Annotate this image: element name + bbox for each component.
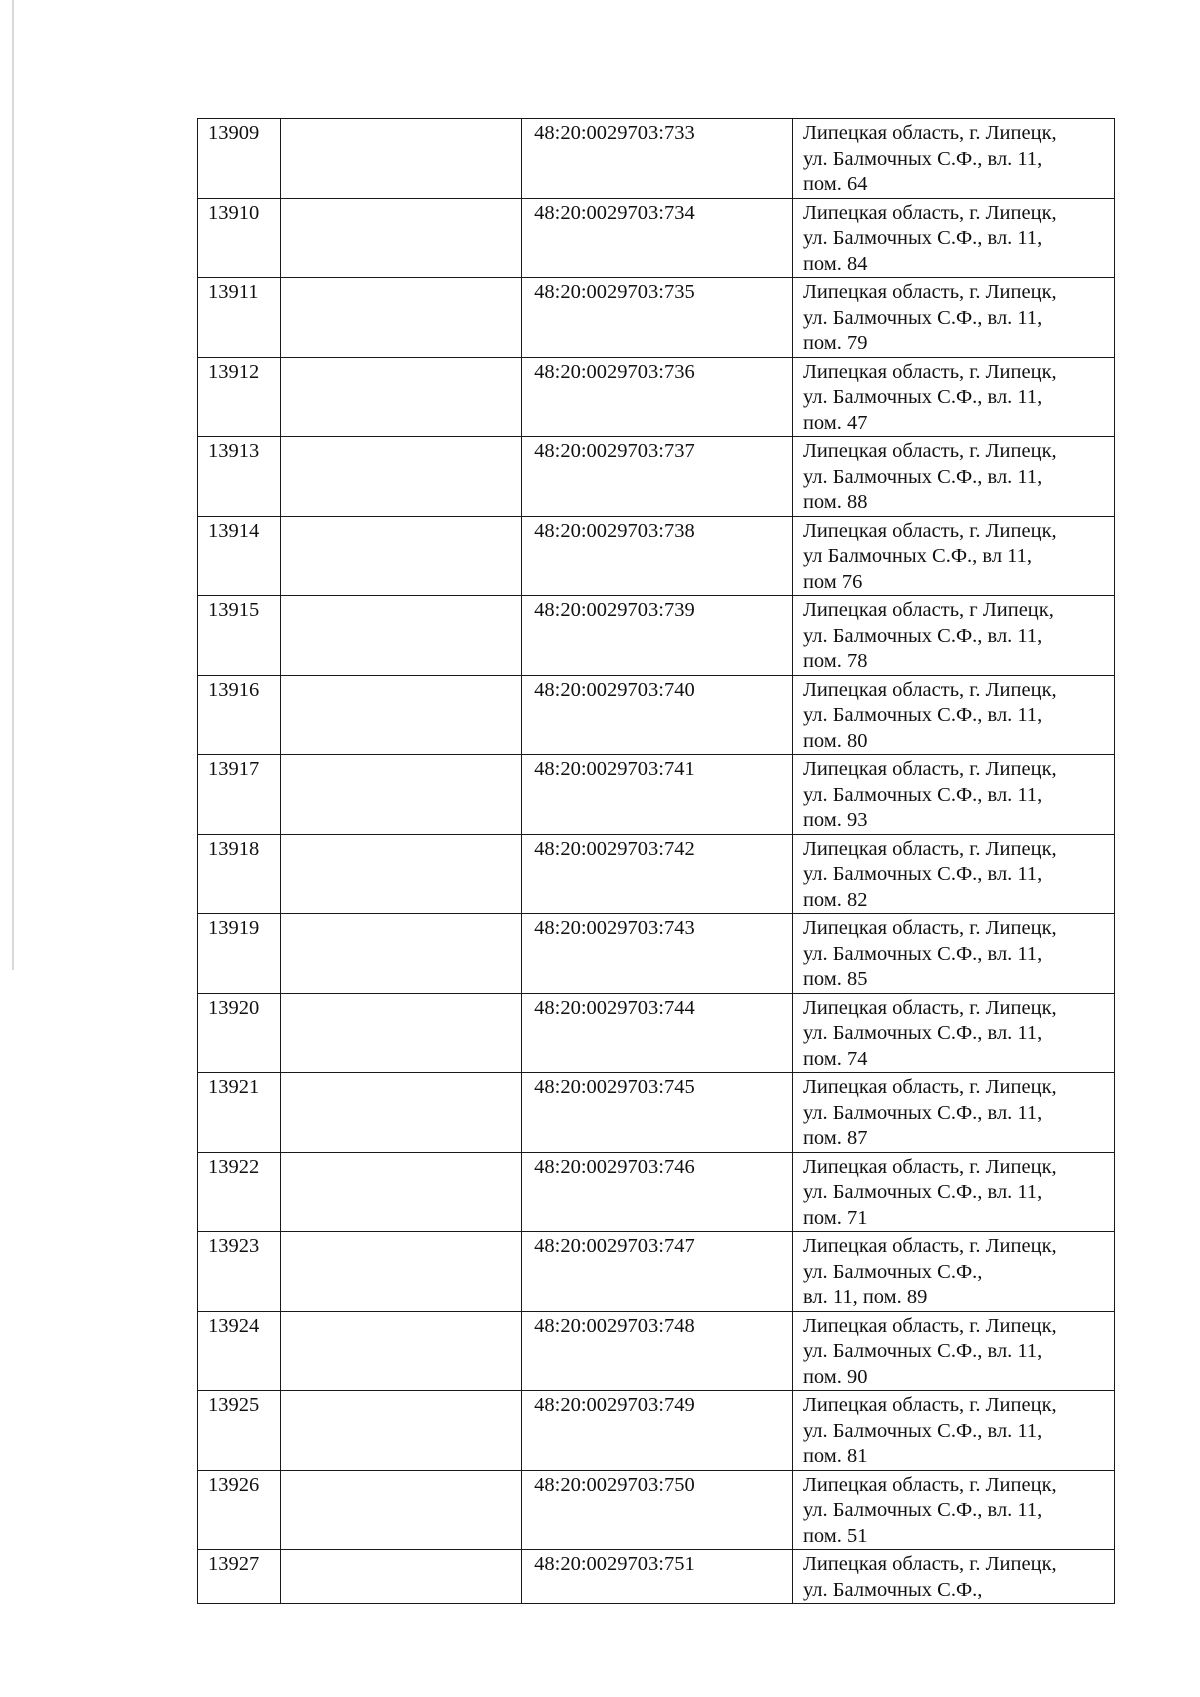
record-number-cell: 13909 xyxy=(198,119,281,199)
address-cell xyxy=(792,357,1114,437)
cadastral-number-cell: 48:20:0029703:751 xyxy=(522,1550,793,1604)
address-cell xyxy=(792,914,1114,994)
registry-table-body xyxy=(198,119,1115,1604)
empty-cell xyxy=(280,914,522,994)
address-cell xyxy=(792,1391,1114,1471)
empty-cell xyxy=(280,516,522,596)
address-line: вл. 11, пом. 89 xyxy=(802,1286,928,1308)
address-line: пом. 85 xyxy=(802,968,868,990)
address-cell xyxy=(792,1550,1114,1604)
table-row xyxy=(198,1232,1115,1312)
record-number-cell: 13913 xyxy=(198,437,281,517)
address-line: пом. 90 xyxy=(802,1365,868,1388)
address-line: ул. Балмочных С.Ф., вл. 11, xyxy=(802,1419,1043,1442)
table-row xyxy=(198,357,1115,437)
record-number-cell: 13918 xyxy=(198,834,281,914)
table-row xyxy=(198,278,1115,358)
empty-cell xyxy=(280,278,522,358)
cadastral-number-cell: 48:20:0029703:735 xyxy=(522,278,793,358)
empty-cell xyxy=(280,1550,522,1604)
address-line: ул. Балмочных С.Ф., вл. 11, xyxy=(802,147,1043,170)
cadastral-number-cell: 48:20:0029703:745 xyxy=(522,1073,793,1153)
address-line: пом. 80 xyxy=(802,729,868,752)
table-row xyxy=(198,516,1115,596)
address-cell xyxy=(792,675,1114,755)
address-line: пом. 47 xyxy=(802,411,868,434)
address-cell xyxy=(792,1152,1114,1232)
table-row xyxy=(198,1550,1115,1604)
cadastral-number-cell: 48:20:0029703:747 xyxy=(522,1232,793,1312)
cadastral-number-cell: 48:20:0029703:741 xyxy=(522,755,793,835)
cadastral-number-cell: 48:20:0029703:737 xyxy=(522,437,793,517)
cadastral-number-cell: 48:20:0029703:748 xyxy=(522,1311,793,1391)
address-line: Липецкая область, г. Липецк, xyxy=(802,519,1057,542)
empty-cell xyxy=(280,993,522,1073)
cadastral-number-cell: 48:20:0029703:740 xyxy=(522,675,793,755)
address-line: ул. Балмочных С.Ф., вл. 11, xyxy=(802,942,1043,965)
address-line: Липецкая область, г. Липецк, xyxy=(802,122,1057,144)
cadastral-number-cell: 48:20:0029703:746 xyxy=(522,1152,793,1232)
cadastral-number-cell: 48:20:0029703:733 xyxy=(522,119,793,199)
record-number-cell: 13926 xyxy=(198,1470,281,1550)
table-row xyxy=(198,198,1115,278)
empty-cell xyxy=(280,1470,522,1550)
empty-cell xyxy=(280,437,522,517)
address-line: пом. 64 xyxy=(802,173,868,195)
address-line: Липецкая область, г. Липецк, xyxy=(802,1553,1057,1575)
address-line: пом. 88 xyxy=(802,491,868,513)
record-number-cell: 13921 xyxy=(198,1073,281,1153)
empty-cell xyxy=(280,198,522,278)
address-line: пом. 74 xyxy=(802,1047,868,1070)
address-cell xyxy=(792,834,1114,914)
address-line: Липецкая область, г. Липецк, xyxy=(802,360,1057,383)
address-line: пом. 51 xyxy=(802,1524,868,1547)
table-row xyxy=(198,437,1115,517)
cadastral-number-cell: 48:20:0029703:739 xyxy=(522,596,793,676)
address-line: ул. Балмочных С.Ф., вл. 11, xyxy=(802,1499,1043,1521)
record-number-cell: 13912 xyxy=(198,357,281,437)
address-line: ул. Балмочных С.Ф., вл. 11, xyxy=(802,227,1043,249)
table-row xyxy=(198,1391,1115,1471)
record-number-cell: 13916 xyxy=(198,675,281,755)
address-line: ул. Балмочных С.Ф., xyxy=(802,1260,983,1283)
empty-cell xyxy=(280,675,522,755)
table-row xyxy=(198,993,1115,1073)
address-line: ул. Балмочных С.Ф., вл. 11, xyxy=(802,386,1043,408)
address-cell xyxy=(792,278,1114,358)
address-cell xyxy=(792,993,1114,1073)
address-line: ул. Балмочных С.Ф., вл. 11, xyxy=(802,1181,1043,1203)
address-line: ул. Балмочных С.Ф., xyxy=(802,1578,983,1601)
table-row xyxy=(198,1073,1115,1153)
empty-cell xyxy=(280,755,522,835)
address-line: Липецкая область, г. Липецк, xyxy=(802,996,1057,1019)
address-cell xyxy=(792,1232,1114,1312)
empty-cell xyxy=(280,1073,522,1153)
address-line: Липецкая область, г. Липецк, xyxy=(802,440,1057,462)
empty-cell xyxy=(280,596,522,676)
record-number-cell: 13927 xyxy=(198,1550,281,1604)
empty-cell xyxy=(280,1152,522,1232)
record-number-cell: 13923 xyxy=(198,1232,281,1312)
property-registry-table xyxy=(197,118,1115,1604)
cadastral-number-cell: 48:20:0029703:736 xyxy=(522,357,793,437)
cadastral-number-cell: 48:20:0029703:749 xyxy=(522,1391,793,1471)
address-line: Липецкая область, г. Липецк, xyxy=(802,281,1057,303)
cadastral-number-cell: 48:20:0029703:738 xyxy=(522,516,793,596)
table-row xyxy=(198,914,1115,994)
table-row xyxy=(198,1152,1115,1232)
address-line: ул. Балмочных С.Ф., вл. 11, xyxy=(802,1022,1043,1044)
address-line: ул. Балмочных С.Ф., вл. 11, xyxy=(802,1340,1043,1362)
address-cell xyxy=(792,755,1114,835)
address-line: пом 76 xyxy=(802,570,863,593)
address-line: ул. Балмочных С.Ф., вл. 11, xyxy=(802,783,1043,806)
address-line: ул. Балмочных С.Ф., вл. 11, xyxy=(802,863,1043,885)
address-line: ул. Балмочных С.Ф., вл. 11, xyxy=(802,704,1043,726)
cadastral-number-cell: 48:20:0029703:742 xyxy=(522,834,793,914)
table-row xyxy=(198,1311,1115,1391)
record-number-cell: 13920 xyxy=(198,993,281,1073)
address-line: ул. Балмочных С.Ф., вл. 11, xyxy=(802,306,1043,329)
table-row xyxy=(198,596,1115,676)
cadastral-number-cell: 48:20:0029703:750 xyxy=(522,1470,793,1550)
address-line: ул Балмочных С.Ф., вл 11, xyxy=(802,545,1033,567)
address-line: пом. 79 xyxy=(802,332,868,354)
address-line: Липецкая область, г. Липецк, xyxy=(802,1314,1057,1337)
empty-cell xyxy=(280,1311,522,1391)
table-row xyxy=(198,755,1115,835)
empty-cell xyxy=(280,1391,522,1471)
empty-cell xyxy=(280,357,522,437)
address-line: Липецкая область, г. Липецк, xyxy=(802,758,1057,780)
record-number-cell: 13924 xyxy=(198,1311,281,1391)
address-line: Липецкая область, г. Липецк, xyxy=(802,1235,1057,1257)
table-row xyxy=(198,1470,1115,1550)
address-cell xyxy=(792,596,1114,676)
address-line: Липецкая область, г. Липецк, xyxy=(802,837,1057,860)
address-cell xyxy=(792,437,1114,517)
cadastral-number-cell: 48:20:0029703:734 xyxy=(522,198,793,278)
address-line: ул. Балмочных С.Ф., вл. 11, xyxy=(802,1101,1043,1124)
address-cell xyxy=(792,1073,1114,1153)
address-line: пом. 78 xyxy=(802,650,868,672)
record-number-cell: 13910 xyxy=(198,198,281,278)
table-row xyxy=(198,119,1115,199)
record-number-cell: 13911 xyxy=(198,278,281,358)
record-number-cell: 13925 xyxy=(198,1391,281,1471)
address-cell xyxy=(792,198,1114,278)
cadastral-number-cell: 48:20:0029703:743 xyxy=(522,914,793,994)
address-line: пом. 93 xyxy=(802,809,868,831)
table-row xyxy=(198,675,1115,755)
address-line: пом. 84 xyxy=(802,252,868,275)
address-line: пом. 82 xyxy=(802,888,868,911)
empty-cell xyxy=(280,1232,522,1312)
address-cell xyxy=(792,1311,1114,1391)
address-line: Липецкая область, г. Липецк, xyxy=(802,201,1057,224)
record-number-cell: 13917 xyxy=(198,755,281,835)
address-line: Липецкая область, г. Липецк, xyxy=(802,1076,1057,1098)
address-line: пом. 87 xyxy=(802,1127,868,1149)
address-line: Липецкая область, г. Липецк, xyxy=(802,1155,1057,1178)
address-line: Липецкая область, г Липецк, xyxy=(802,599,1054,621)
address-cell xyxy=(792,1470,1114,1550)
empty-cell xyxy=(280,834,522,914)
address-cell xyxy=(792,119,1114,199)
address-line: ул. Балмочных С.Ф., вл. 11, xyxy=(802,465,1043,488)
address-line: ул. Балмочных С.Ф., вл. 11, xyxy=(802,624,1043,647)
record-number-cell: 13919 xyxy=(198,914,281,994)
address-line: пом. 71 xyxy=(802,1206,868,1229)
record-number-cell: 13922 xyxy=(198,1152,281,1232)
address-line: Липецкая область, г. Липецк, xyxy=(802,1473,1057,1496)
address-line: Липецкая область, г. Липецк, xyxy=(802,917,1057,939)
empty-cell xyxy=(280,119,522,199)
cadastral-number-cell: 48:20:0029703:744 xyxy=(522,993,793,1073)
record-number-cell: 13915 xyxy=(198,596,281,676)
address-line: пом. 81 xyxy=(802,1445,868,1467)
record-number-cell: 13914 xyxy=(198,516,281,596)
scan-edge-line xyxy=(12,0,14,970)
address-line: Липецкая область, г. Липецк, xyxy=(802,678,1057,701)
table-row xyxy=(198,834,1115,914)
address-cell xyxy=(792,516,1114,596)
address-line: Липецкая область, г. Липецк, xyxy=(802,1394,1057,1416)
